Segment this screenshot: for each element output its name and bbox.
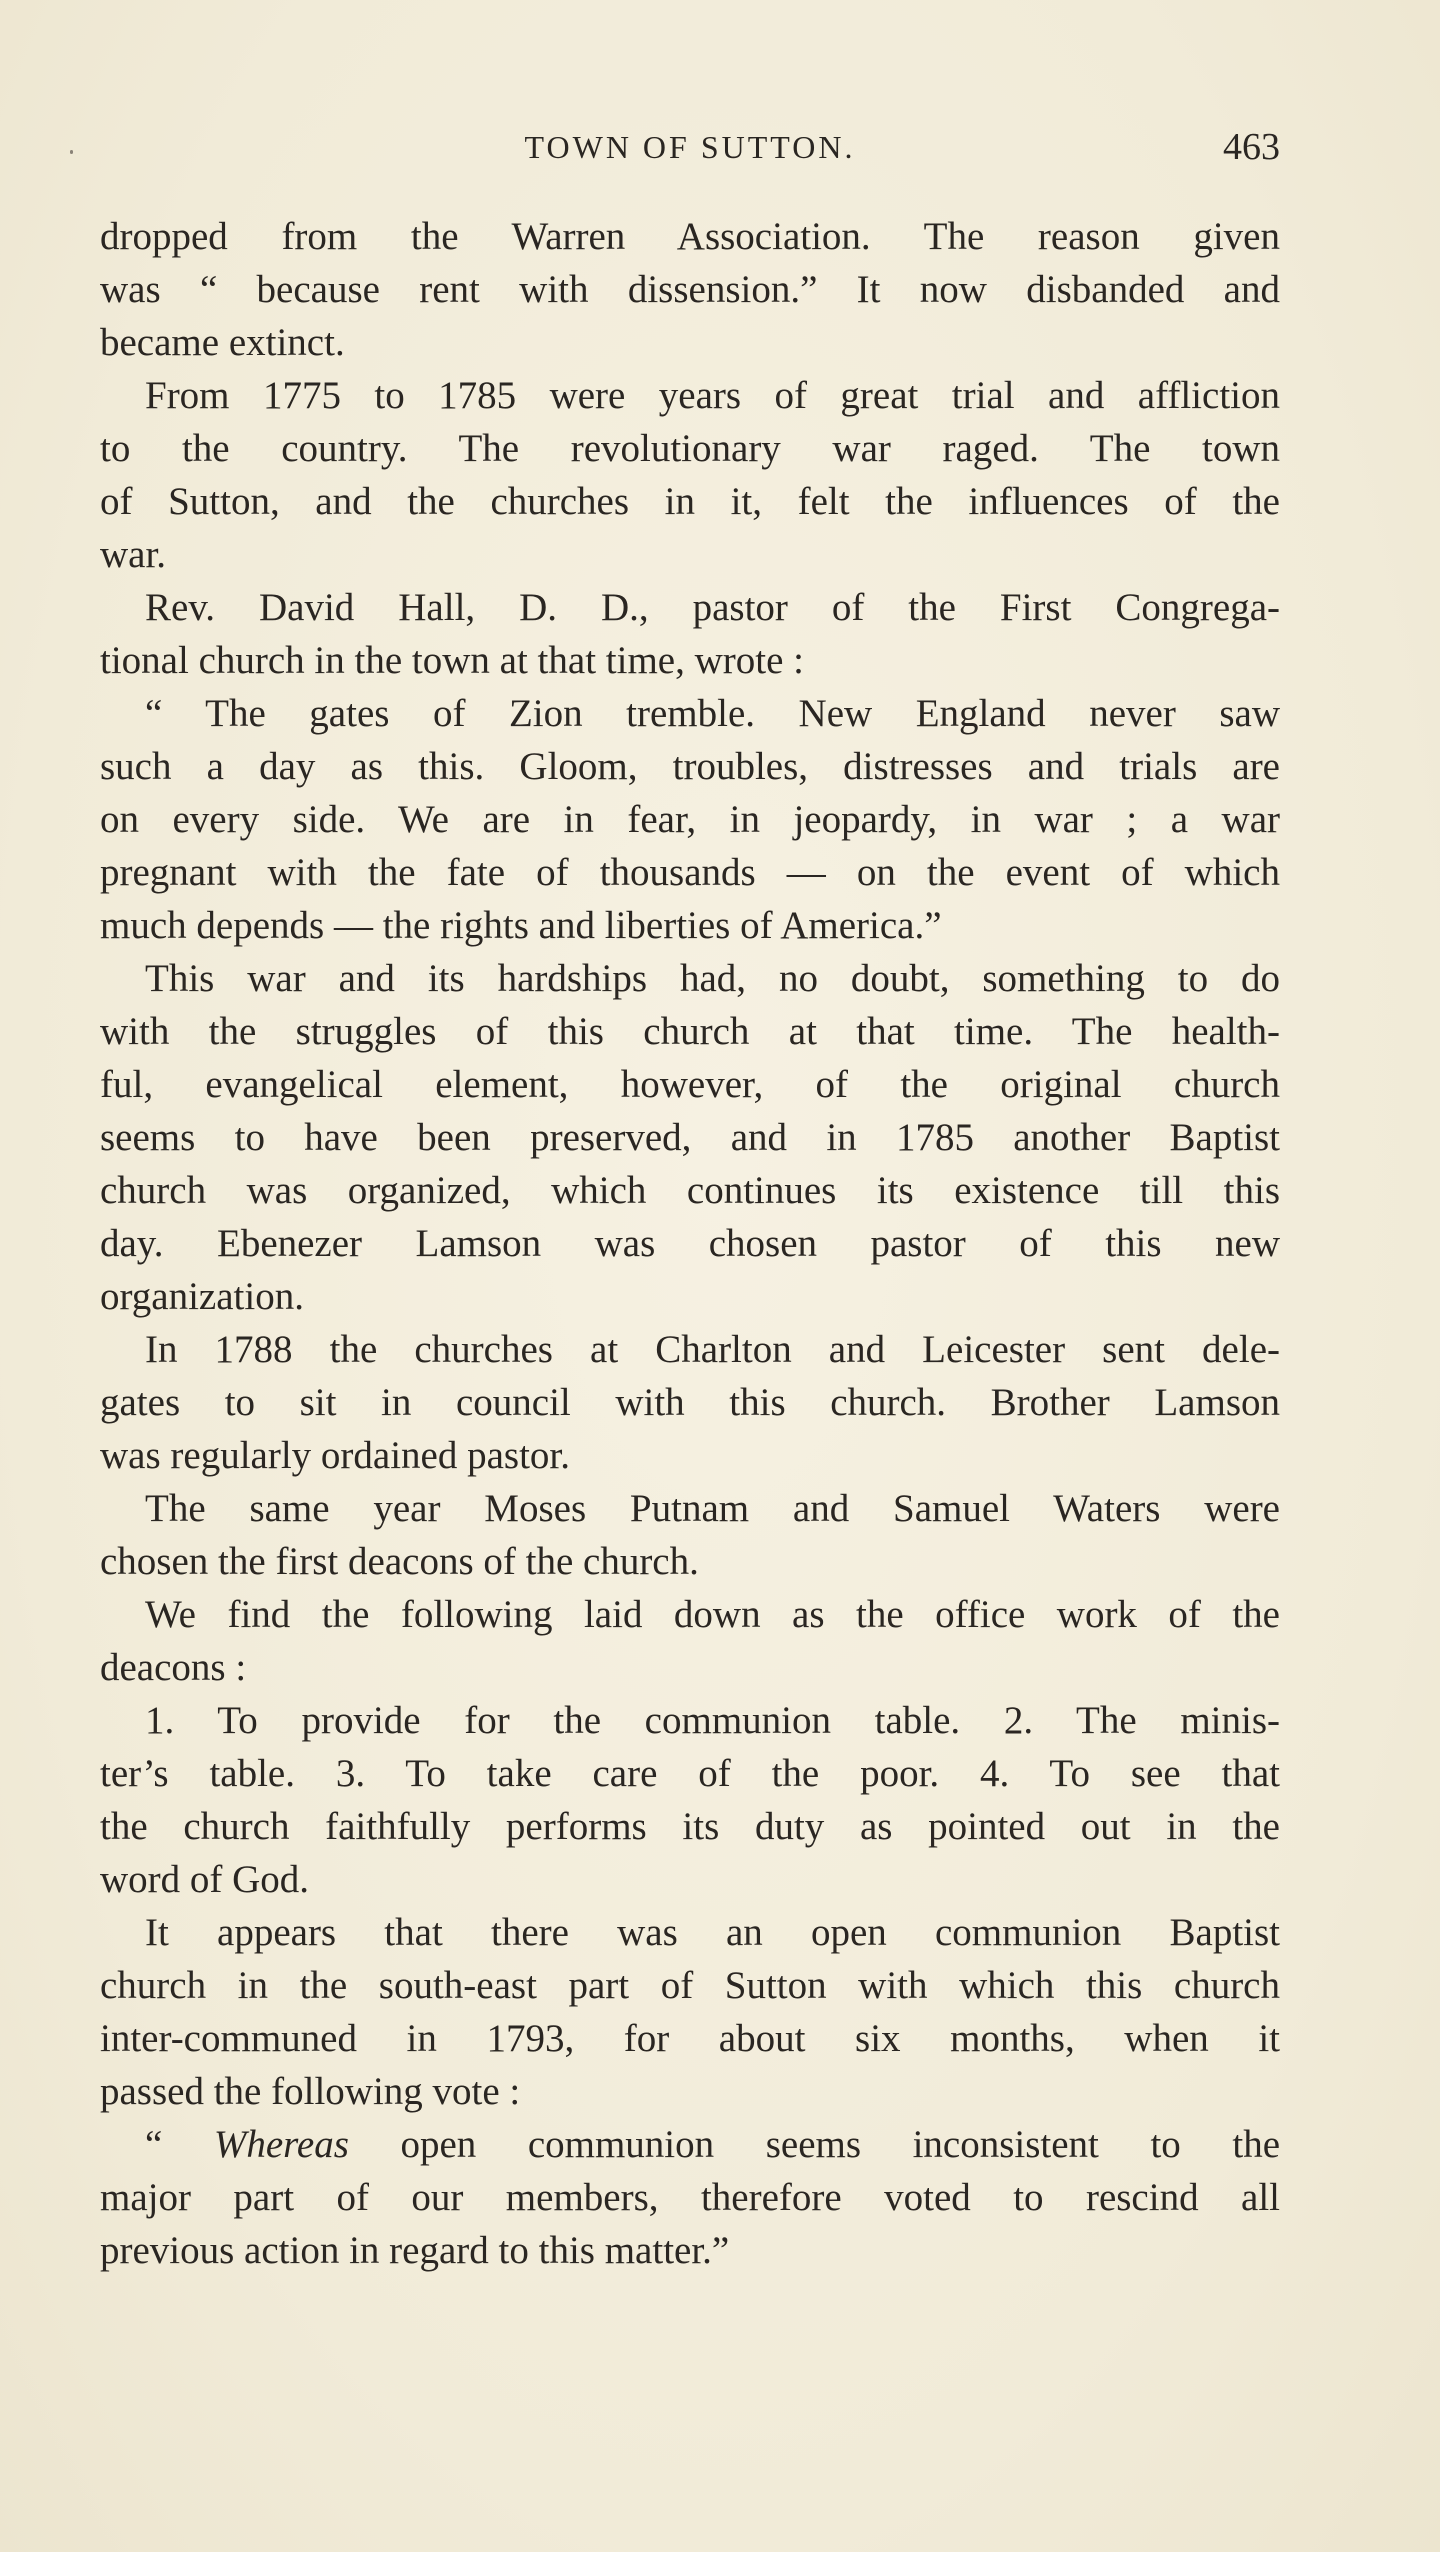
text-line: dropped from the Warren Association. The reason given — [100, 215, 1280, 258]
text-line: In 1788 the churches at Charlton and Leicester sent dele- — [145, 1328, 1280, 1371]
text-line: seems to have been preserved, and in 1785 another Baptist — [100, 1116, 1280, 1159]
quote-line: “ The gates of Zion tremble. New England never saw — [145, 692, 1280, 735]
print-speck — [70, 150, 73, 154]
list-line: ter’s table. 3. To take care of the poor. 4. To see that — [100, 1752, 1280, 1795]
text-line: passed the following vote : — [100, 2070, 521, 2113]
text-line: From 1775 to 1785 were years of great trial and affliction — [145, 374, 1280, 417]
quote-line: such a day as this. Gloom, troubles, distresses and trials are — [100, 745, 1280, 788]
text-line: chosen the first deacons of the church. — [100, 1540, 699, 1583]
text-line: to the country. The revolutionary war raged. The town — [100, 427, 1280, 470]
text-line: This war and its hardships had, no doubt, something to do — [145, 957, 1280, 1000]
list-line: the church faithfully performs its duty as pointed out in the — [100, 1805, 1280, 1848]
opening-quote: “ — [145, 2123, 214, 2166]
italic-whereas: Whereas — [213, 2123, 349, 2166]
text-line: became extinct. — [100, 321, 345, 364]
text-line: of Sutton, and the churches in it, felt the influences of the — [100, 480, 1280, 523]
quote-line: on every side. We are in fear, in jeopardy, in war ; a war — [100, 798, 1280, 841]
quote-line: pregnant with the fate of thousands — on the event of which — [100, 851, 1280, 894]
running-head: TOWN OF SUTTON. — [524, 129, 856, 165]
list-line: 1. To provide for the communion table. 2. The minis- — [145, 1699, 1280, 1742]
text-line: Rev. David Hall, D. D., pastor of the First Congrega- — [145, 586, 1280, 629]
text-line: was “ because rent with dissension.” It now disbanded and — [100, 268, 1280, 311]
resolution-line: previous action in regard to this matter.” — [100, 2229, 730, 2272]
text-line: church in the south-east part of Sutton with which this church — [100, 1964, 1280, 2007]
text-line: was regularly ordained pastor. — [100, 1434, 571, 1477]
text-line: inter-communed in 1793, for about six months, when it — [100, 2017, 1280, 2060]
resolution-line: major part of our members, therefore voted to rescind all — [100, 2176, 1280, 2219]
page-header — [100, 122, 1280, 172]
resolution-line — [100, 2118, 1280, 2171]
page-number: 463 — [1223, 126, 1280, 168]
text-line: deacons : — [100, 1646, 247, 1689]
body-text — [100, 210, 1280, 2277]
text-line: gates to sit in council with this church. Brother Lamson — [100, 1381, 1280, 1424]
list-line: word of God. — [100, 1858, 310, 1901]
resolution-text: open communion seems inconsistent to the — [348, 2123, 1280, 2166]
text-line: The same year Moses Putnam and Samuel Waters were — [145, 1487, 1280, 1530]
text-line: with the struggles of this church at that time. The health- — [100, 1010, 1280, 1053]
text-line: It appears that there was an open communion Baptist — [145, 1911, 1280, 1954]
text-line: organization. — [100, 1275, 304, 1318]
quote-line: much depends — the rights and liberties of America.” — [100, 904, 942, 947]
text-line: day. Ebenezer Lamson was chosen pastor of this new — [100, 1222, 1280, 1265]
text-line: church was organized, which continues its existence till this — [100, 1169, 1280, 1212]
text-line: ful, evangelical element, however, of the original church — [100, 1063, 1280, 1106]
text-line: tional church in the town at that time, wrote : — [100, 639, 804, 682]
text-line: war. — [100, 533, 167, 576]
text-line: We find the following laid down as the office work of the — [145, 1593, 1280, 1636]
